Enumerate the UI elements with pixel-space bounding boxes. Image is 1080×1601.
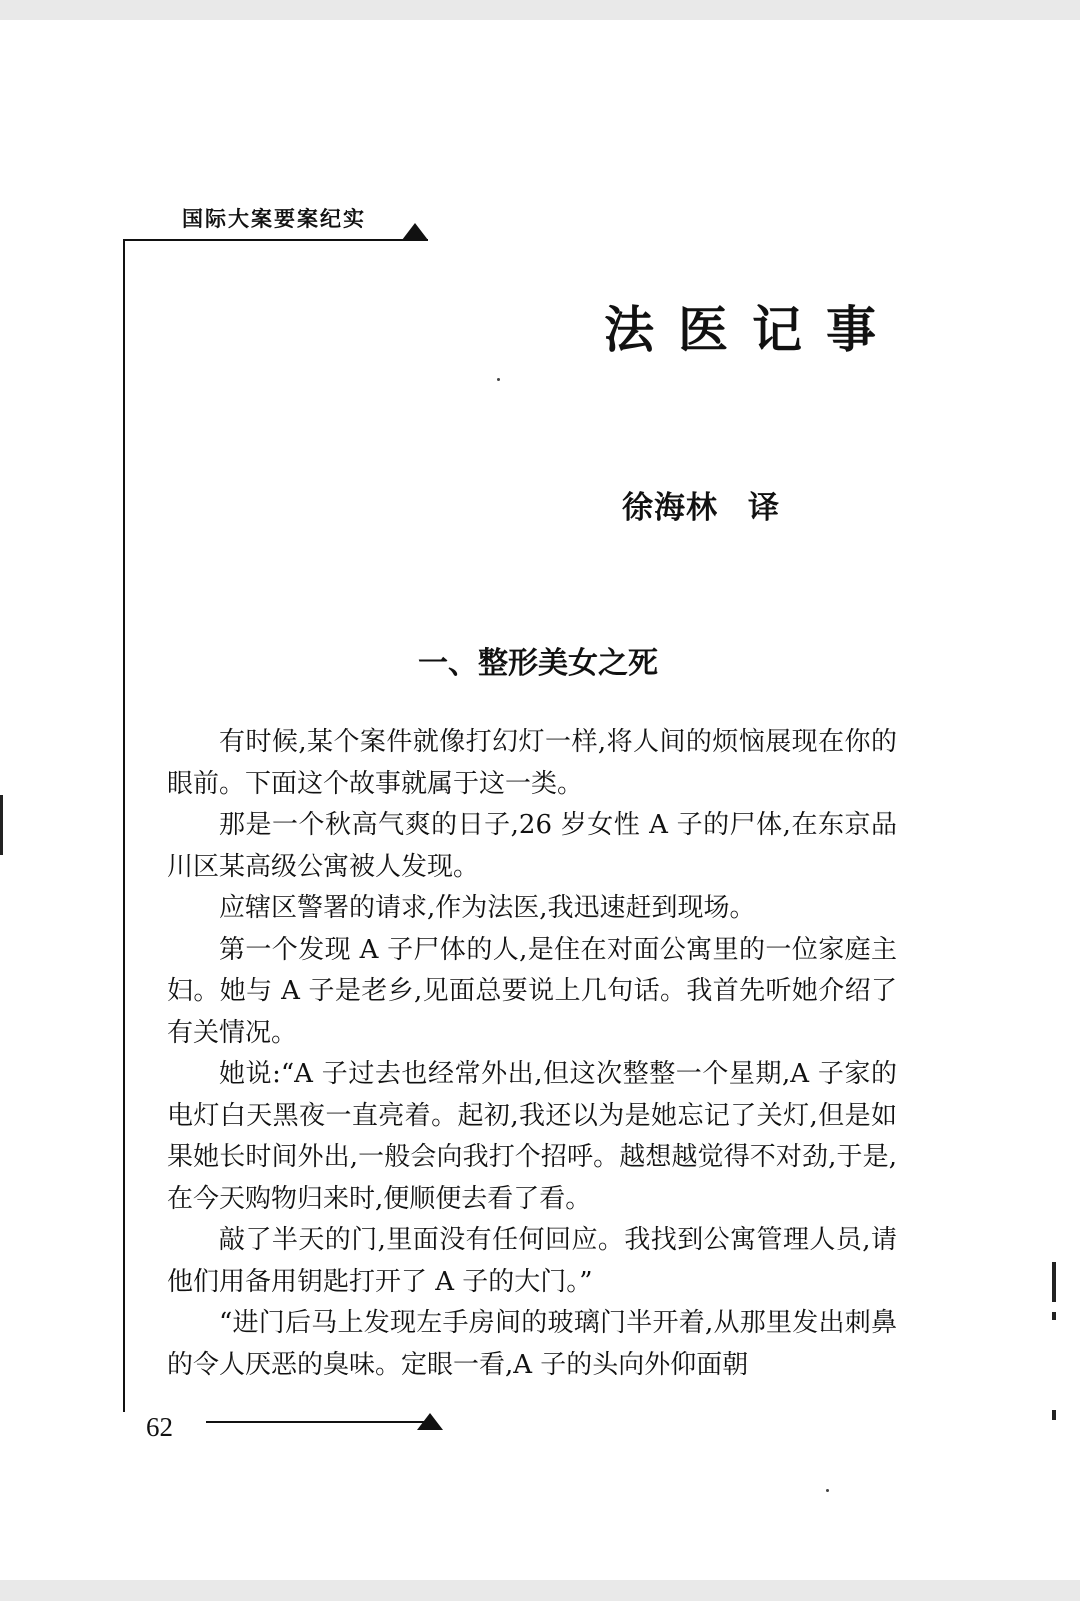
footer-rule <box>206 1421 428 1423</box>
paragraph: 应辖区警署的请求,作为法医,我迅速赶到现场。 <box>219 893 756 923</box>
paragraph: 她说:“A 子过去也经常外出,但这次整整一个星期,A 子家的电灯白天黑夜一直亮着。起初,我还以为是她忘记了关灯,但是如果她长时间外出,一般会向我打个招呼。越想越觉得不对劲,于是,在今天购物归来时,便顺便去看了看。 <box>167 1059 897 1214</box>
scan-speck <box>826 1489 829 1492</box>
scan-edge-mark <box>1052 1312 1056 1320</box>
paragraph: 那是一个秋高气爽的日子,26 岁女性 A 子的尸体,在东京品川区某高级公寓被人发现。 <box>167 810 897 882</box>
body-text <box>167 722 897 1386</box>
scan-bottom-band <box>0 1580 1080 1601</box>
paragraph: 有时候,某个案件就像打幻灯一样,将人间的烦恼展现在你的眼前。下面这个故事就属于这一类。 <box>167 727 897 799</box>
byline <box>622 482 780 527</box>
scan-top-band <box>0 0 1080 20</box>
scan-edge-mark <box>1052 1262 1056 1302</box>
section-heading: 一、整形美女之死 <box>418 646 658 681</box>
scan-edge-mark <box>0 795 3 855</box>
scan-edge-mark <box>1052 1410 1056 1420</box>
paragraph: “进门后马上发现左手房间的玻璃门半开着,从那里发出刺鼻的令人厌恶的臭味。定眼一看,A 子的头向外仰面朝 <box>167 1308 897 1380</box>
translator-role: 译 <box>748 490 780 526</box>
footer-triangle-icon <box>417 1413 443 1430</box>
paragraph: 敲了半天的门,里面没有任何回应。我找到公寓管理人员,请他们用备用钥匙打开了 A 子的大门。” <box>167 1225 897 1297</box>
paragraph: 第一个发现 A 子尸体的人,是住在对面公寓里的一位家庭主妇。她与 A 子是老乡,见面总要说上几句话。我首先听她介绍了有关情况。 <box>167 934 897 1048</box>
running-header-title: 国际大案要案纪实 <box>182 206 366 231</box>
header-triangle-icon <box>402 223 428 240</box>
margin-rule <box>123 239 125 1412</box>
header-rule <box>123 239 428 241</box>
page-number: 62 <box>146 1412 173 1442</box>
translator-name: 徐海林 <box>622 490 718 526</box>
scan-speck <box>497 378 500 381</box>
article-title: 法医记事 <box>604 301 900 359</box>
